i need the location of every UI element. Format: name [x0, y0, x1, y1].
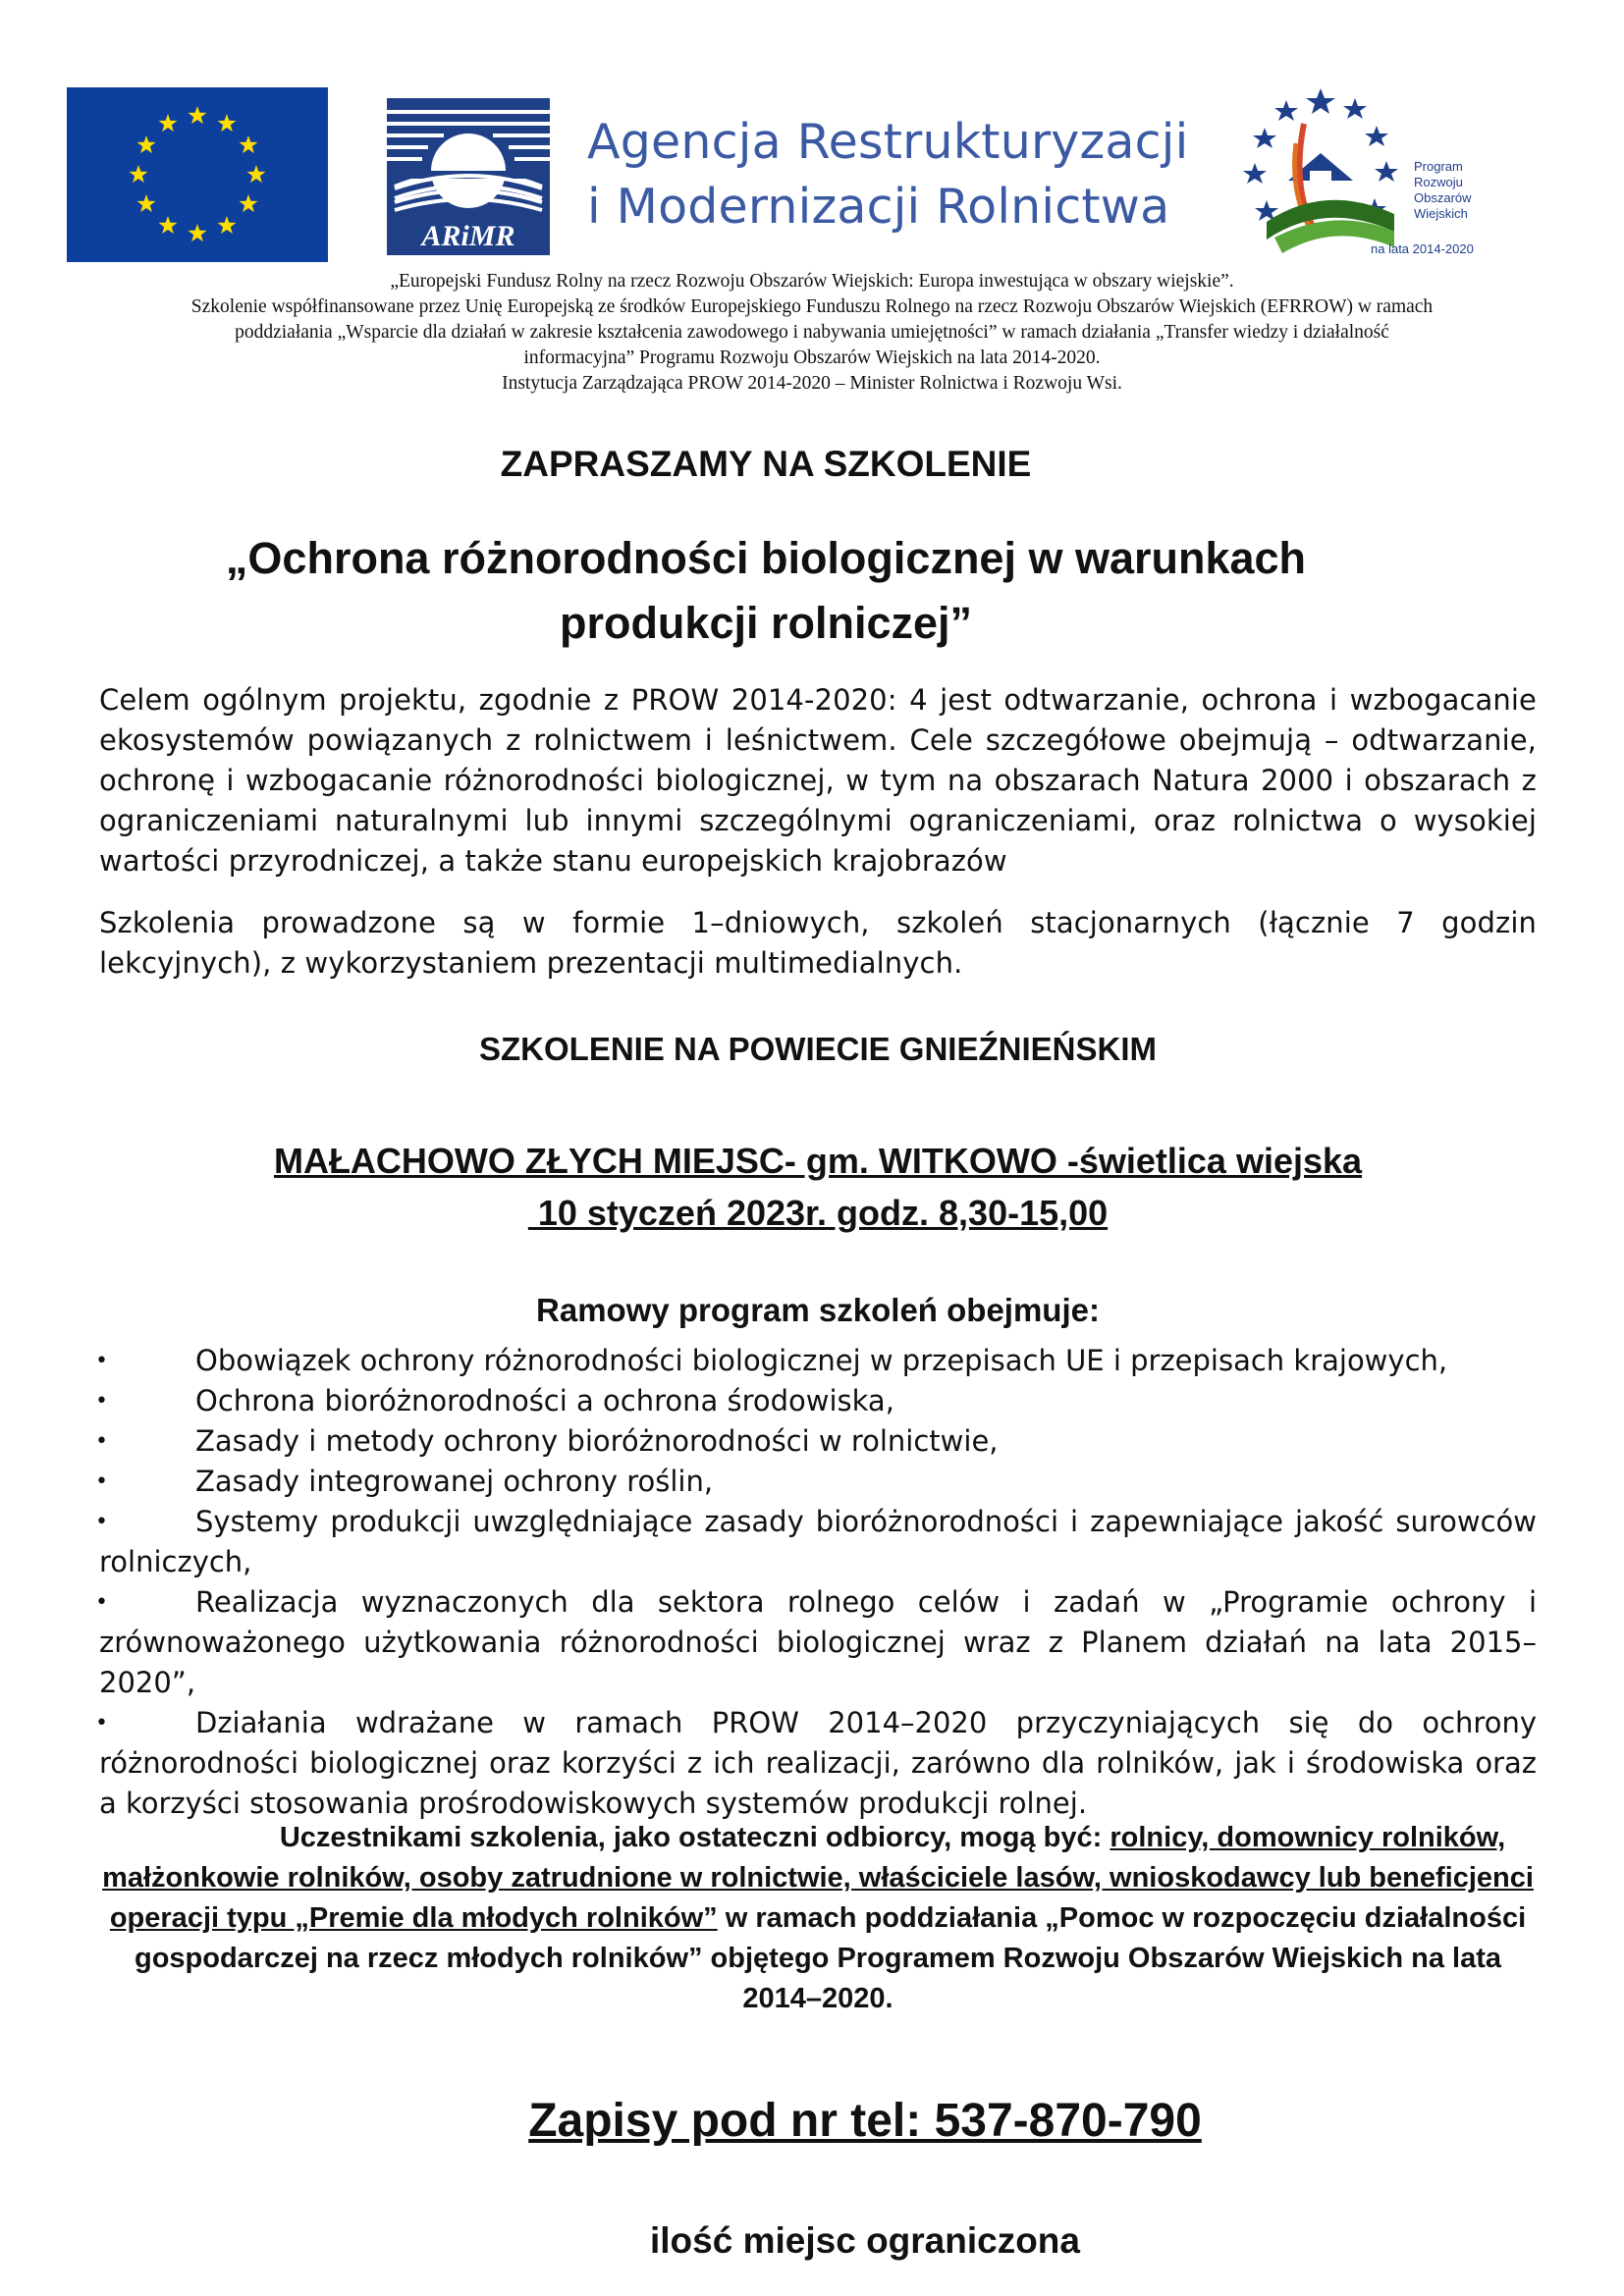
- prow-logo-line-obszarow: Obszarów: [1414, 190, 1472, 205]
- prow-logo-line-rozwoju: Rozwoju: [1414, 175, 1463, 189]
- location-text: MAŁACHOWO ZŁYCH MIEJSC- gm. WITKOWO -świetlica wiejska: [273, 1141, 1363, 1181]
- list-item: • Obowiązek ochrony różnorodności biologicznej w przepisach UE i przepisach krajowych,: [99, 1341, 1537, 1381]
- participants-paragraph: [99, 1818, 1537, 2019]
- eu-flag-icon: [67, 87, 328, 262]
- agency-name-line2: i Modernizacji Rolnictwa: [587, 179, 1170, 235]
- date-text: 10 styczeń 2023r. godz. 8,30-15,00: [527, 1193, 1109, 1233]
- prow-logo-line-wiejskich: Wiejskich: [1414, 206, 1468, 221]
- list-item: • Realizacja wyznaczonych dla sektora rolnego celów i zadań w „Programie ochrony i zrównoważonego użytkowania różnorodności biologicznej wraz z Planem działań na lata 2015–2020”,: [99, 1582, 1537, 1703]
- signup-phone: Zapisy pod nr tel: 537-870-790: [528, 2095, 1202, 2147]
- limited-seats-note: ilość miejsc ograniczona: [650, 2220, 1080, 2261]
- participants-intro: Uczestnikami szkolenia, jako ostateczni odbiorcy, mogą być:: [279, 1822, 1110, 1853]
- prow-logo-years: na lata 2014-2020: [1371, 241, 1474, 256]
- powiat-heading: SZKOLENIE NA POWIECIE GNIEŹNIEŃSKIM: [479, 1031, 1157, 1067]
- funding-note: [88, 269, 1536, 397]
- training-title-line2: produkcji rolniczej”: [559, 598, 973, 648]
- arimr-logo: [387, 98, 550, 255]
- training-title: [0, 526, 1532, 656]
- bullet-icon: •: [95, 1510, 108, 1534]
- logo-strip: [67, 84, 1481, 266]
- funding-line-2: Szkolenie współfinansowane przez Unię Europejską ze środków Europejskiego Funduszu Rolnego na rzecz Rozwoju Obszarów Wiejskich (EFRROW) w ramach: [190, 296, 1434, 317]
- bullet-icon: •: [95, 1389, 108, 1414]
- bullet-icon: •: [95, 1711, 108, 1735]
- bullet-icon: •: [95, 1590, 108, 1615]
- agency-name-line1: Agencja Restrukturyzacji: [587, 114, 1189, 170]
- goal-paragraph: Celem ogólnym projektu, zgodnie z PROW 2014-2020: 4 jest odtwarzanie, ochrona i wzbogacanie ekosystemów powiązanych z rolnictwem i leśnictwem. Cele szczegółowe obejmują – odtwarzanie, ochronę i wzbogacanie różnorodności biologicznej, w tym na obszarach Natura 2000 i obszarach z ograniczeniami naturalnymi lub innymi szczególnymi ograniczeniami, oraz rolnictwa o wysokiej wartości przyrodniczej, a także stanu europejskich krajobrazów: [99, 683, 1537, 878]
- bullet-icon: •: [95, 1429, 108, 1454]
- funding-line-3: poddziałania „Wsparcie dla działań w zakresie kształcenia zawodowego i nabywania umiejętności” w ramach działania „Transfer wiedzy i działalność: [235, 322, 1389, 343]
- prow-logo-line-program: Program: [1414, 159, 1463, 174]
- prow-logo-text: [1414, 159, 1492, 222]
- funding-line-1: „Europejski Fundusz Rolny na rzecz Rozwoju Obszarów Wiejskich: Europa inwestująca w obszary wiejskie”.: [390, 271, 1234, 292]
- program-list: [95, 1341, 1537, 1824]
- bullet-icon: •: [95, 1349, 108, 1373]
- agency-name: [587, 110, 1255, 240]
- location-block: [99, 1135, 1537, 1239]
- list-item: • Systemy produkcji uwzględniające zasady bioróżnorodności i zapewniające jakość surowców rolniczych,: [99, 1502, 1537, 1582]
- list-item: • Zasady i metody ochrony bioróżnorodności w rolnictwie,: [99, 1421, 1537, 1462]
- arimr-logo-text: ARiMR: [421, 220, 515, 252]
- participants-outro: w ramach poddziałania „Pomoc w rozpoczęciu działalności gospodarczej na rzecz młodych rolników” objętego Programem Rozwoju Obszarów Wiejskich na lata 2014–2020.: [134, 1902, 1527, 2014]
- funding-line-4: informacyjna” Programu Rozwoju Obszarów Wiejskich na lata 2014-2020.: [523, 347, 1101, 368]
- funding-line-5: Instytucja Zarządzająca PROW 2014-2020 – Minister Rolnictwa i Rozwoju Wsi.: [502, 373, 1122, 394]
- invite-heading: ZAPRASZAMY NA SZKOLENIE: [500, 444, 1032, 484]
- training-title-line1: „Ochrona różnorodności biologicznej w warunkach: [225, 533, 1307, 583]
- participants-groups: rolnicy, domownicy rolników, małżonkowie rolników, osoby zatrudnione w rolnictwie, właściciele lasów, wnioskodawcy lub beneficjenci operacji typu „Premie dla młodych rolników”: [102, 1822, 1534, 1934]
- prow-logo: [1227, 84, 1424, 266]
- list-item: • Ochrona bioróżnorodności a ochrona środowiska,: [99, 1381, 1537, 1421]
- bullet-icon: •: [95, 1469, 108, 1494]
- program-heading: Ramowy program szkoleń obejmuje:: [536, 1292, 1100, 1328]
- list-item: • Zasady integrowanej ochrony roślin,: [99, 1462, 1537, 1502]
- list-item: • Działania wdrażane w ramach PROW 2014–2020 przyczyniających się do ochrony różnorodności biologicznej oraz korzyści z ich realizacji, zarówno dla rolników, jak i środowiska oraz a korzyści stosowania prośrodowiskowych systemów produkcji rolnej.: [99, 1703, 1537, 1824]
- format-paragraph: Szkolenia prowadzone są w formie 1–dniowych, szkoleń stacjonarnych (łącznie 7 godzin lekcyjnych), z wykorzystaniem prezentacji multimedialnych.: [99, 906, 1537, 980]
